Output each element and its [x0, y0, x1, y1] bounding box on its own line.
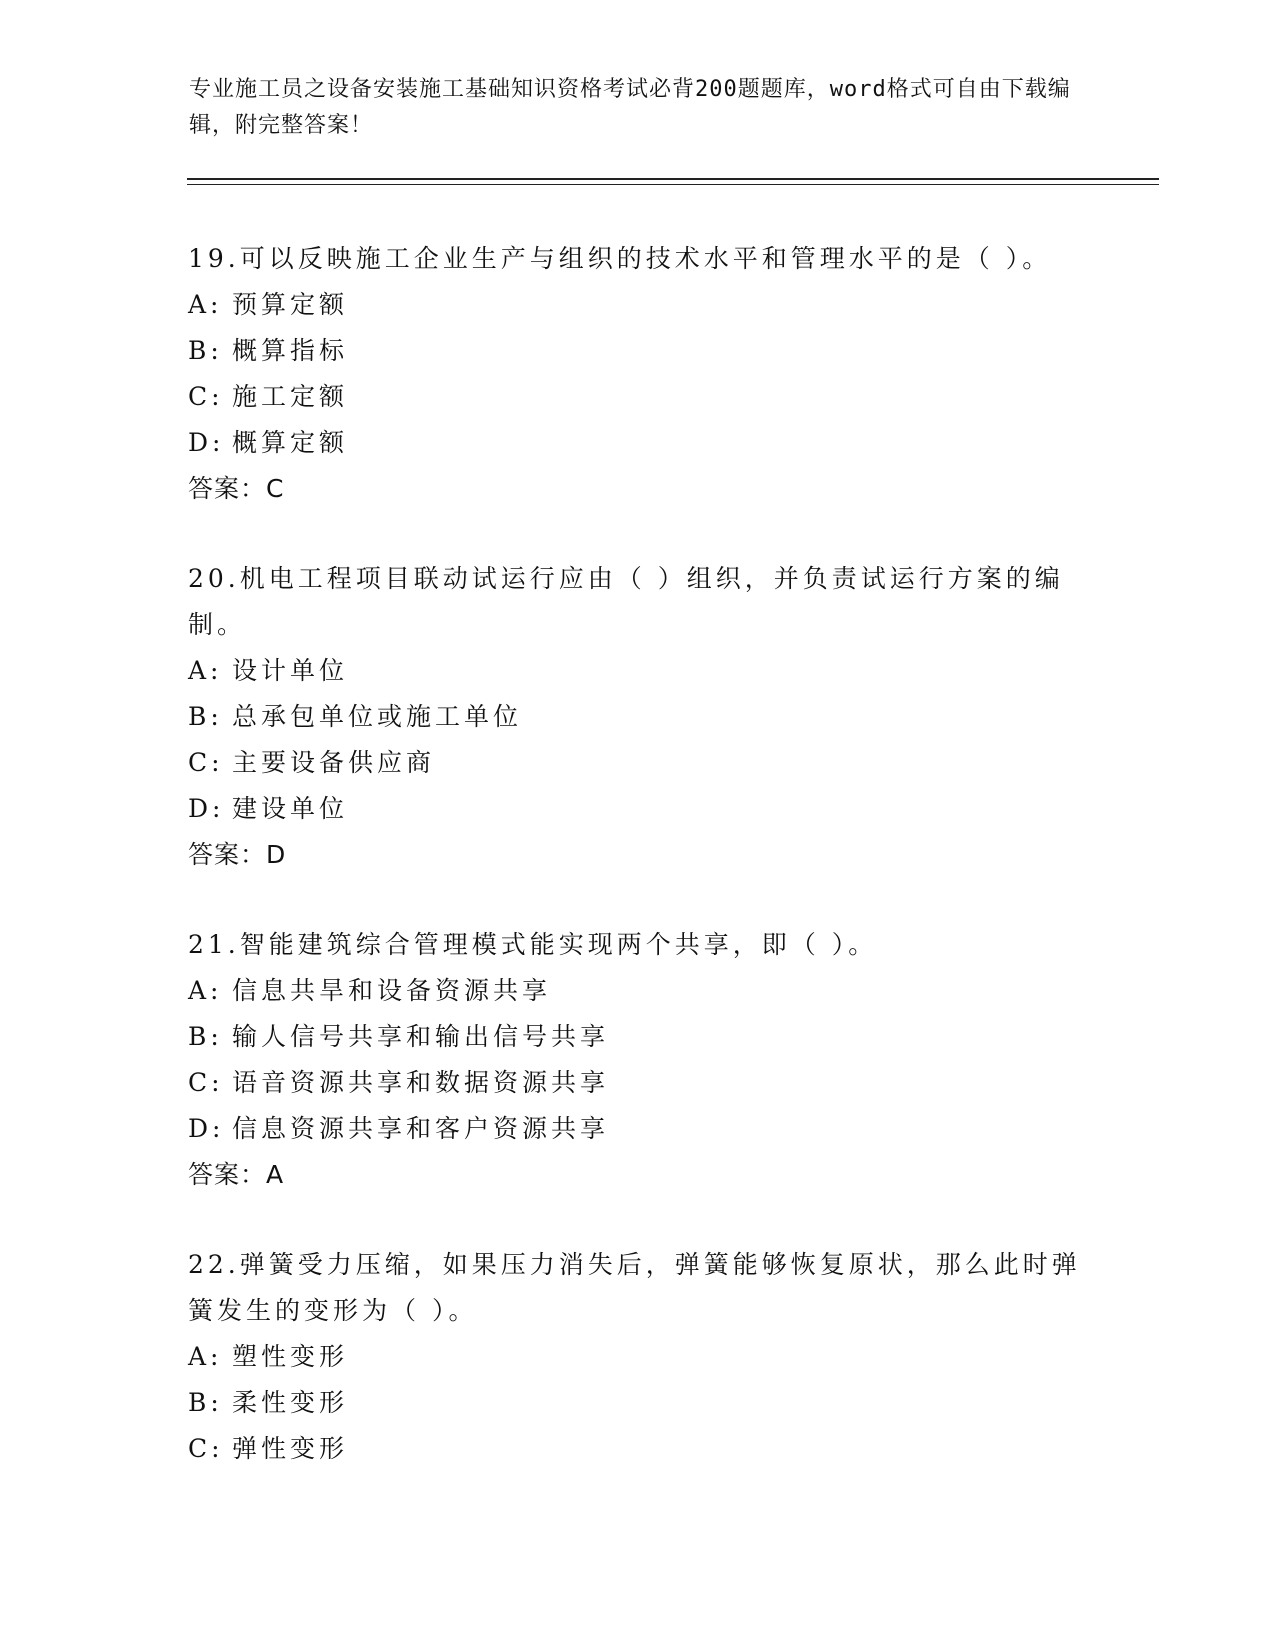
option-c — [188, 1426, 1088, 1472]
option-letter: A: — [188, 656, 223, 685]
question-text: 22.弹簧受力压缩，如果压力消失后，弹簧能够恢复原状，那么此时弹簧发生的变形为（ ）。 — [188, 1250, 1081, 1325]
question-list — [188, 236, 1088, 1516]
option-text: 语音资源共享和数据资源共享 — [232, 1068, 610, 1097]
question-19 — [188, 236, 1088, 512]
option-text: 柔性变形 — [232, 1388, 349, 1417]
option-text: 主要设备供应商 — [232, 748, 436, 777]
option-c — [188, 374, 1088, 420]
option-text: 概算指标 — [232, 336, 349, 365]
option-text: 建设单位 — [232, 794, 349, 823]
option-b — [188, 328, 1088, 374]
option-text: 信息共旱和设备资源共享 — [232, 976, 552, 1005]
question-text: 20.机电工程项目联动试运行应由（ ）组织，并负责试运行方案的编制。 — [188, 564, 1064, 639]
option-a — [188, 282, 1088, 328]
answer-line: 答案：D — [188, 840, 287, 869]
option-text: 施工定额 — [232, 382, 349, 411]
option-letter: A: — [188, 290, 223, 319]
option-letter: D: — [188, 428, 225, 457]
option-letter: A: — [188, 976, 223, 1005]
question-text: 21.智能建筑综合管理模式能实现两个共享，即（ ）。 — [188, 930, 878, 959]
option-text: 输人信号共享和输出信号共享 — [232, 1022, 610, 1051]
question-21 — [188, 922, 1088, 1198]
option-letter: C: — [188, 1434, 224, 1463]
option-letter: B: — [188, 702, 223, 731]
option-letter: D: — [188, 1114, 225, 1143]
option-b — [188, 694, 1088, 740]
option-text: 弹性变形 — [232, 1434, 349, 1463]
option-letter: D: — [188, 794, 225, 823]
option-d — [188, 1106, 1088, 1152]
option-letter: A: — [188, 1342, 223, 1371]
option-b — [188, 1014, 1088, 1060]
option-letter: B: — [188, 336, 223, 365]
option-d — [188, 786, 1088, 832]
option-a — [188, 1334, 1088, 1380]
answer-line: 答案：C — [188, 474, 285, 503]
option-text: 信息资源共享和客户资源共享 — [232, 1114, 610, 1143]
header-divider-thin — [187, 184, 1159, 185]
option-b — [188, 1380, 1088, 1426]
option-letter: C: — [188, 382, 224, 411]
option-letter: C: — [188, 748, 224, 777]
document-header: 专业施工员之设备安装施工基础知识资格考试必背200题题库，word格式可自由下载编辑，附完整答案！ — [189, 77, 1071, 138]
option-text: 预算定额 — [232, 290, 349, 319]
question-20 — [188, 556, 1088, 878]
option-a — [188, 648, 1088, 694]
option-text: 塑性变形 — [232, 1342, 349, 1371]
option-a — [188, 968, 1088, 1014]
question-text: 19.可以反映施工企业生产与组织的技术水平和管理水平的是（ ）。 — [188, 244, 1052, 273]
option-text: 总承包单位或施工单位 — [232, 702, 523, 731]
option-letter: B: — [188, 1022, 223, 1051]
option-letter: B: — [188, 1388, 223, 1417]
option-text: 概算定额 — [232, 428, 349, 457]
question-22 — [188, 1242, 1088, 1472]
option-d — [188, 420, 1088, 466]
option-c — [188, 1060, 1088, 1106]
option-c — [188, 740, 1088, 786]
option-text: 设计单位 — [232, 656, 349, 685]
header-divider-thick — [187, 178, 1159, 180]
option-letter: C: — [188, 1068, 224, 1097]
answer-line: 答案：A — [188, 1160, 285, 1189]
